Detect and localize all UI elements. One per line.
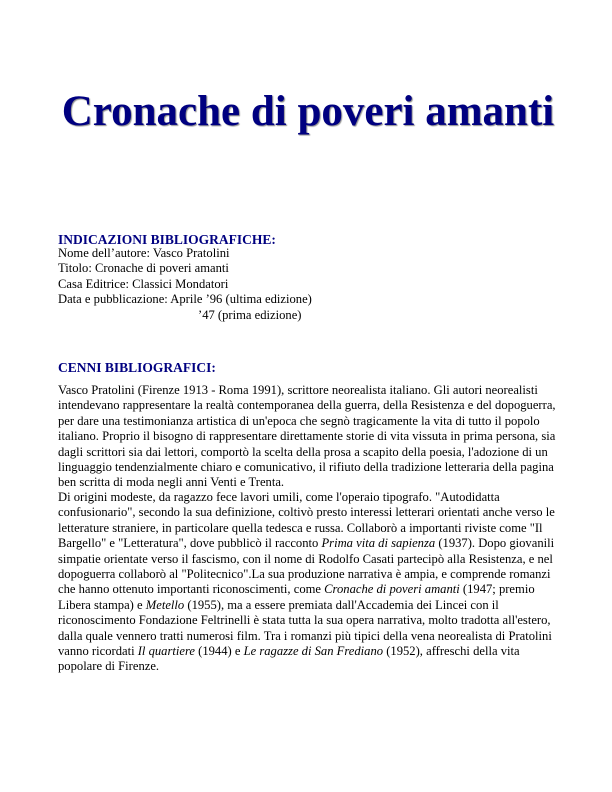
text-run: (1944) e — [194, 644, 244, 659]
document-title: Cronache di poveri amanti — [61, 88, 555, 135]
cenni-paragraph-2 — [58, 490, 558, 675]
book-title-prima-vita: Prima vita di sapienza — [321, 536, 436, 551]
book-title-cronache: Cronache di poveri amanti — [324, 582, 460, 597]
text-run: (1937). Dopo giovanili simpatie orientate verso il fascismo, con il nome di Rodolfo Casati partecipò alla Resistenza, e nel dopoguerra collaborò al "Politecnico".La sua produzione narrativa è ampia, e comprende romanzi che hanno ottenuto importanti riconoscimenti, come — [58, 536, 555, 597]
text-run: Di origini modeste, da ragazzo fece lavori umili, come l'operaio tipografo. "Autodidatta confusionario", secondo la sua definizione, coltivò presto interessi letterari orientati anche verso le letterature straniere, in particolare quella tedesca e russa. Collaborò a importanti riviste come "Il Bargello" e "Letteratura", dove pubblicò il racconto — [58, 490, 555, 551]
bibliography-date: Data e pubblicazione: Aprile ’96 (ultima edizione) — [58, 292, 312, 307]
bibliography-author: Nome dell’autore: Vasco Pratolini — [58, 246, 230, 260]
text-run: (1955), ma a essere premiata dall'Accademia dei Lincei con il riconoscimento Fondazione Feltrinelli è stata tutta la sua opera narrativa, molto tradotta all'estero, dalla quale vennero tratti numerosi film. Tra i romanzi più tipici della vena neorealista di Pratolini vanno ricordati — [58, 597, 552, 659]
book-title-metello: Metello — [145, 597, 185, 612]
bibliography-list — [58, 246, 312, 323]
bibliography-publisher: Casa Editrice: Classici Mondatori — [58, 276, 229, 291]
bibliography-date-first-edition: ’47 (prima edizione) — [198, 307, 302, 322]
bibliography-title: Titolo: Cronache di poveri amanti — [58, 261, 229, 276]
cenni-paragraph-1: Vasco Pratolini (Firenze 1913 - Roma 1991), scrittore neorealista italiano. Gli autori neorealisti intendevano rappresentare la realtà contemporanea della guerra, della Resistenza e del dopoguerra, per dare una testimonianza artistica di un'epoca che segnò tragicamente la vita di tutto il popolo italiano. Proprio il bisogno di rappresentare direttamente storie di vita vissuta in prima persona, sia dagli scrittori sia dai lettori, comportò la scelta della prosa a scapito della poesia, l'adozione di un linguaggio tendenzialmente chiaro e comunicativo, il rifiuto della tradizione letteraria della pagina ben scritta di moda negli anni Venti e Trenta. — [58, 383, 556, 490]
text-run: (1947; premio Libera stampa) e — [58, 582, 535, 612]
book-title-le-ragazze: Le ragazze di San Frediano — [243, 644, 384, 659]
bibliography-heading: INDICAZIONI BIBLIOGRAFICHE: — [58, 232, 276, 247]
text-run: (1952), affreschi della vita popolare di Firenze. — [58, 644, 520, 674]
book-title-il-quartiere: Il quartiere — [137, 644, 195, 659]
cenni-heading: CENNI BIBLIOGRAFICI: — [58, 360, 216, 375]
